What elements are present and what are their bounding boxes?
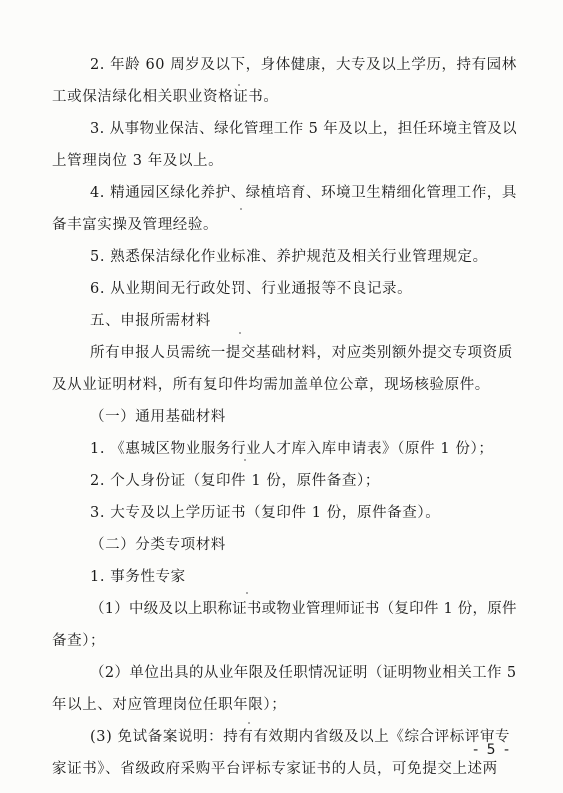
text-line: 6. 从业期间无行政处罚、行业通报等不良记录。 (90, 281, 413, 297)
page-number: - 5 - (473, 742, 511, 758)
text-line: (3) 免试备案说明：持有有效期内省级及以上《综合评标评审专 (90, 729, 511, 745)
text-line: 家证书》、省级政府采购平台评标专家证书的人员，可免提交上述两 (52, 761, 498, 777)
section-heading: 五、申报所需材料 (90, 313, 211, 329)
text-line: 备查）； (52, 633, 106, 649)
text-line: 备丰富实操及管理经验。 (52, 217, 219, 233)
text-line: 1. 《惠城区物业服务行业人才库入库申请表》（原件 1 份）； (90, 441, 494, 457)
text-line: 1. 事务性专家 (90, 569, 186, 585)
text-line: 4. 精通园区绿化养护、绿植培育、环境卫生精细化管理工作，具 (90, 185, 517, 201)
scan-speck (240, 208, 242, 210)
scan-speck (238, 84, 240, 86)
text-line: 2. 年龄 60 周岁及以下，身体健康，大专及以上学历，持有园林 (90, 57, 517, 73)
text-line: （1）中级及以上职称证书或物业管理师证书（复印件 1 份，原件 (90, 601, 517, 617)
subsection-heading: （二）分类专项材料 (90, 537, 226, 553)
text-line: （2）单位出具的从业年限及任职情况证明（证明物业相关工作 5 (90, 665, 517, 681)
text-line: 所有申报人员需统一提交基础材料，对应类别额外提交专项资质 (90, 345, 513, 361)
text-line: 2. 个人身份证（复印件 1 份，原件备查）； (90, 473, 380, 489)
text-line: 年以上、对应管理岗位任职年限）； (52, 697, 287, 713)
scan-speck (248, 722, 250, 724)
scan-speck (239, 332, 241, 334)
text-line: 及从业证明材料，所有复印件均需加盖单位公章，现场核验原件。 (52, 377, 490, 393)
text-line: 5. 熟悉保洁绿化作业标准、养护规范及相关行业管理规定。 (90, 249, 488, 265)
scan-speck (244, 459, 246, 461)
text-line: 工或保洁绿化相关职业资格证书。 (52, 89, 279, 105)
scan-speck (246, 592, 248, 594)
text-line: 上管理岗位 3 年及以上。 (52, 153, 224, 169)
text-line: 3. 大专及以上学历证书（复印件 1 份，原件备查）。 (90, 505, 441, 521)
text-line: 3. 从事物业保洁、绿化管理工作 5 年及以上，担任环境主管及以 (90, 121, 518, 137)
subsection-heading: （一）通用基础材料 (90, 409, 226, 425)
